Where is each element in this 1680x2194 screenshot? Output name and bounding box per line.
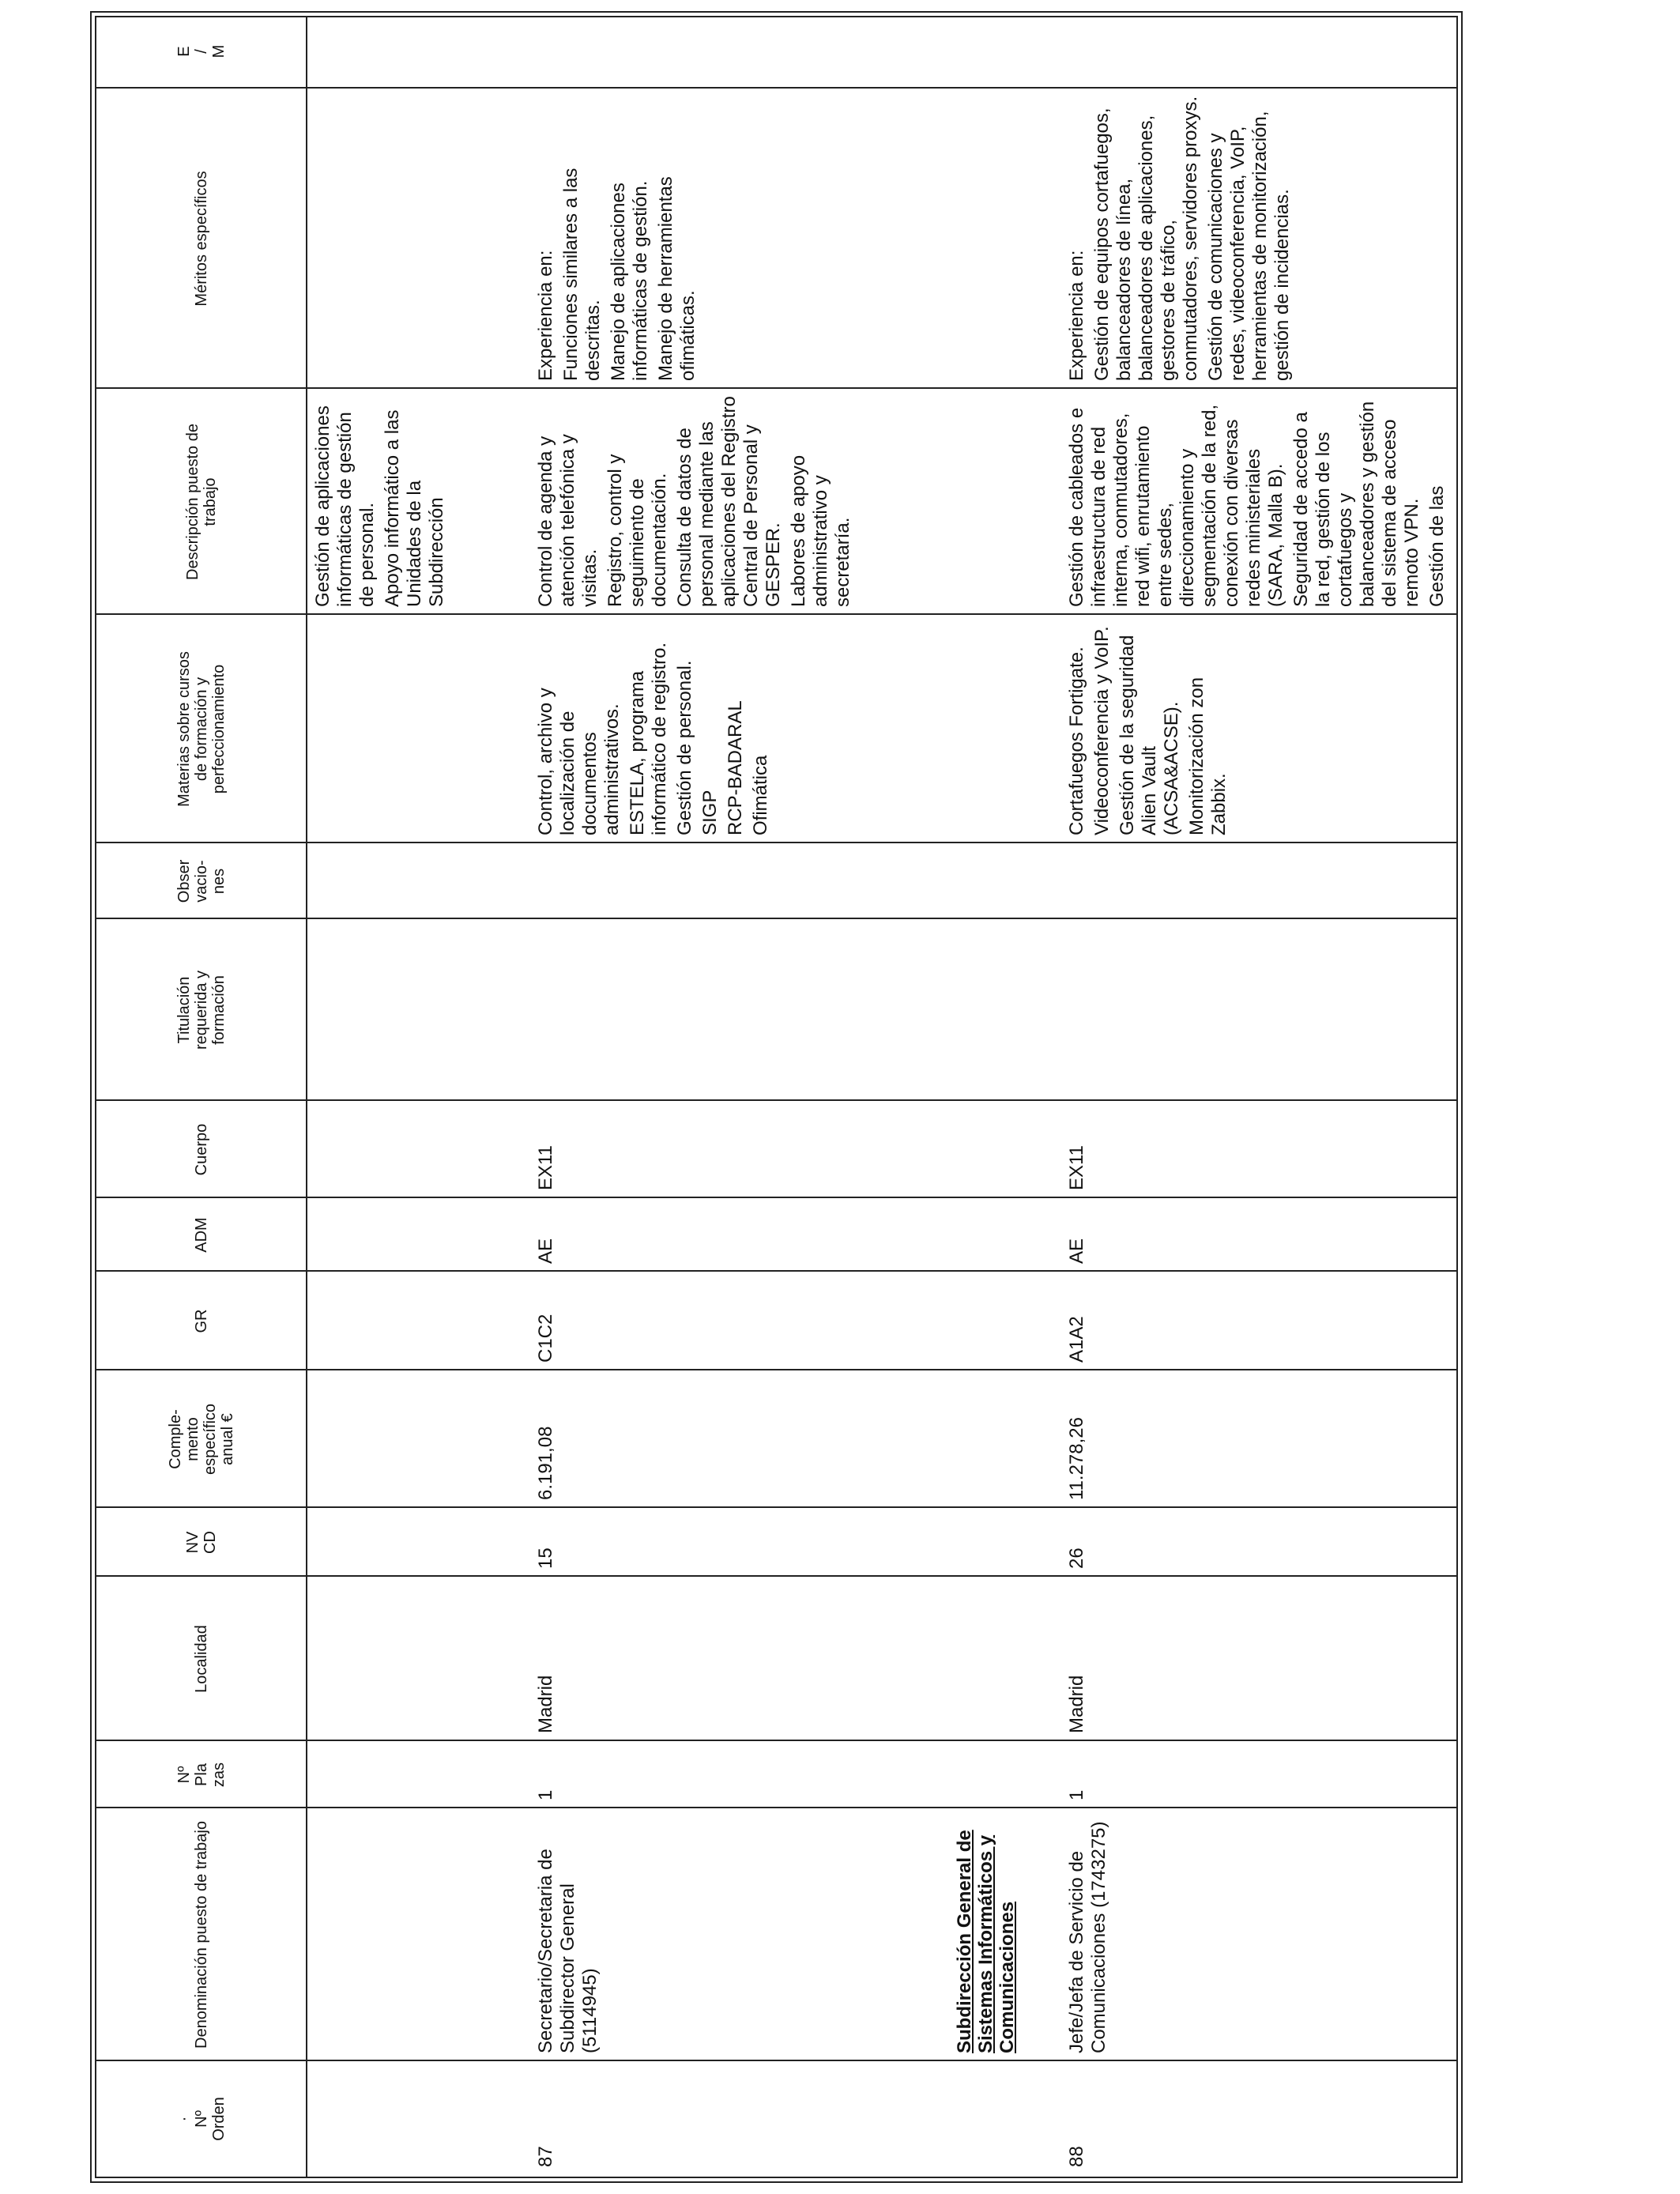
- header-plazas: Nº Pla zas: [175, 1762, 228, 1788]
- job-table: [95, 16, 1458, 2178]
- plazas-cell: 1: [1066, 1789, 1087, 1800]
- nivel-cell: 26: [1066, 1547, 1087, 1569]
- header-adm: ADM: [192, 1217, 210, 1253]
- header-nivel: NV CD: [183, 1531, 219, 1554]
- denominacion-cell: Jefe/Jefa de Servicio de Comunicaciones (1743275): [1066, 1821, 1109, 2053]
- plazas-cell: 1: [535, 1789, 556, 1800]
- section-heading: Subdirección General de Sistemas Informáticos y Comunicaciones: [954, 1830, 1018, 2053]
- header-grupo: GR: [192, 1309, 210, 1333]
- header-observaciones: Obser vacio- nes: [175, 859, 228, 903]
- header-orden: · Nº Orden: [175, 2097, 228, 2141]
- cuerpo-cell: EX11: [1066, 1145, 1087, 1190]
- continuation-descripcion: Gestión de aplicaciones informáticas de gestión de personal. Apoyo informático a las Unidades de la Subdirección: [312, 405, 447, 607]
- meritos-cell: Experiencia en: Gestión de equipos cortafuegos, balanceadores de línea, balanceadores de aplicaciones, gestores de tráfico, conmutadores, servidores proxys. Gestión de comunicaciones y redes, videoconferencia, VoIP, herramientas de monitorización, gestión de incidencias.: [1066, 96, 1293, 381]
- complemento-cell: 6.191,08: [535, 1426, 556, 1500]
- header-descripcion: Descripción puesto de trabajo: [183, 424, 219, 580]
- header-titulacion: Titulación requerida y formación: [175, 970, 228, 1050]
- denominacion-cell: Secretario/Secretaria de Subdirector General (5114945): [535, 1849, 601, 2053]
- header-em: E / M: [175, 44, 228, 58]
- cuerpo-cell: EX11: [535, 1145, 556, 1190]
- meritos-cell: Experiencia en: Funciones similares a las descritas. Manejo de aplicaciones informáticas de gestión. Manejo de herramientas ofimáticas.: [535, 168, 699, 381]
- grupo-cell: C1C2: [535, 1314, 556, 1363]
- nivel-cell: 15: [535, 1547, 556, 1569]
- localidad-cell: Madrid: [535, 1675, 556, 1733]
- localidad-cell: Madrid: [1066, 1675, 1087, 1733]
- orden-cell: 87: [535, 2146, 556, 2167]
- adm-cell: AE: [1066, 1238, 1087, 1264]
- header-materias: Materias sobre cursos de formación y perfeccionamiento: [175, 651, 228, 807]
- adm-cell: AE: [535, 1238, 556, 1264]
- orden-cell: 88: [1066, 2146, 1087, 2167]
- header-meritos: Méritos específicos: [192, 171, 210, 307]
- descripcion-cell: Gestión de cableados e infraestructura de red interna, conmutadores, red wifi, enrutamiento entre sedes, direccionamiento y segmentación de la red, conexión con diversas redes ministeriales (SARA, Malla B). Seguridad de accedo a la red, gestión de los cortafuegos y balanceadores y gestión del sistema de acceso remoto VPN. Gestión de las: [1066, 401, 1448, 607]
- materias-cell: Control, archivo y localización de documentos administrativos. ESTELA, programa informático de registro. Gestión de personal. SIGP RCP-BADARAL Ofimática: [535, 642, 771, 835]
- header-denominacion: Denominación puesto de trabajo: [192, 1821, 210, 2049]
- header-localidad: Localidad: [192, 1625, 210, 1693]
- header-cuerpo: Cuerpo: [192, 1123, 210, 1176]
- descripcion-cell: Control de agenda y atención telefónica y visitas. Registro, control y seguimiento de documentación. Consulta de datos de personal mediante las aplicaciones del Registro Central de Personal y GESPER. Labores de apoyo administrativo y secretaría.: [535, 396, 853, 607]
- complemento-cell: 11.278,26: [1066, 1417, 1087, 1500]
- grupo-cell: A1A2: [1066, 1316, 1087, 1363]
- materias-cell: Cortafuegos Fortigate. Videoconferencia y VoIP. Gestión de la seguridad Alien Vault (ACSA&ACSE). Monitorización zon Zabbix.: [1066, 626, 1230, 835]
- header-complemento: Comple- mento específico anual €: [166, 1403, 236, 1476]
